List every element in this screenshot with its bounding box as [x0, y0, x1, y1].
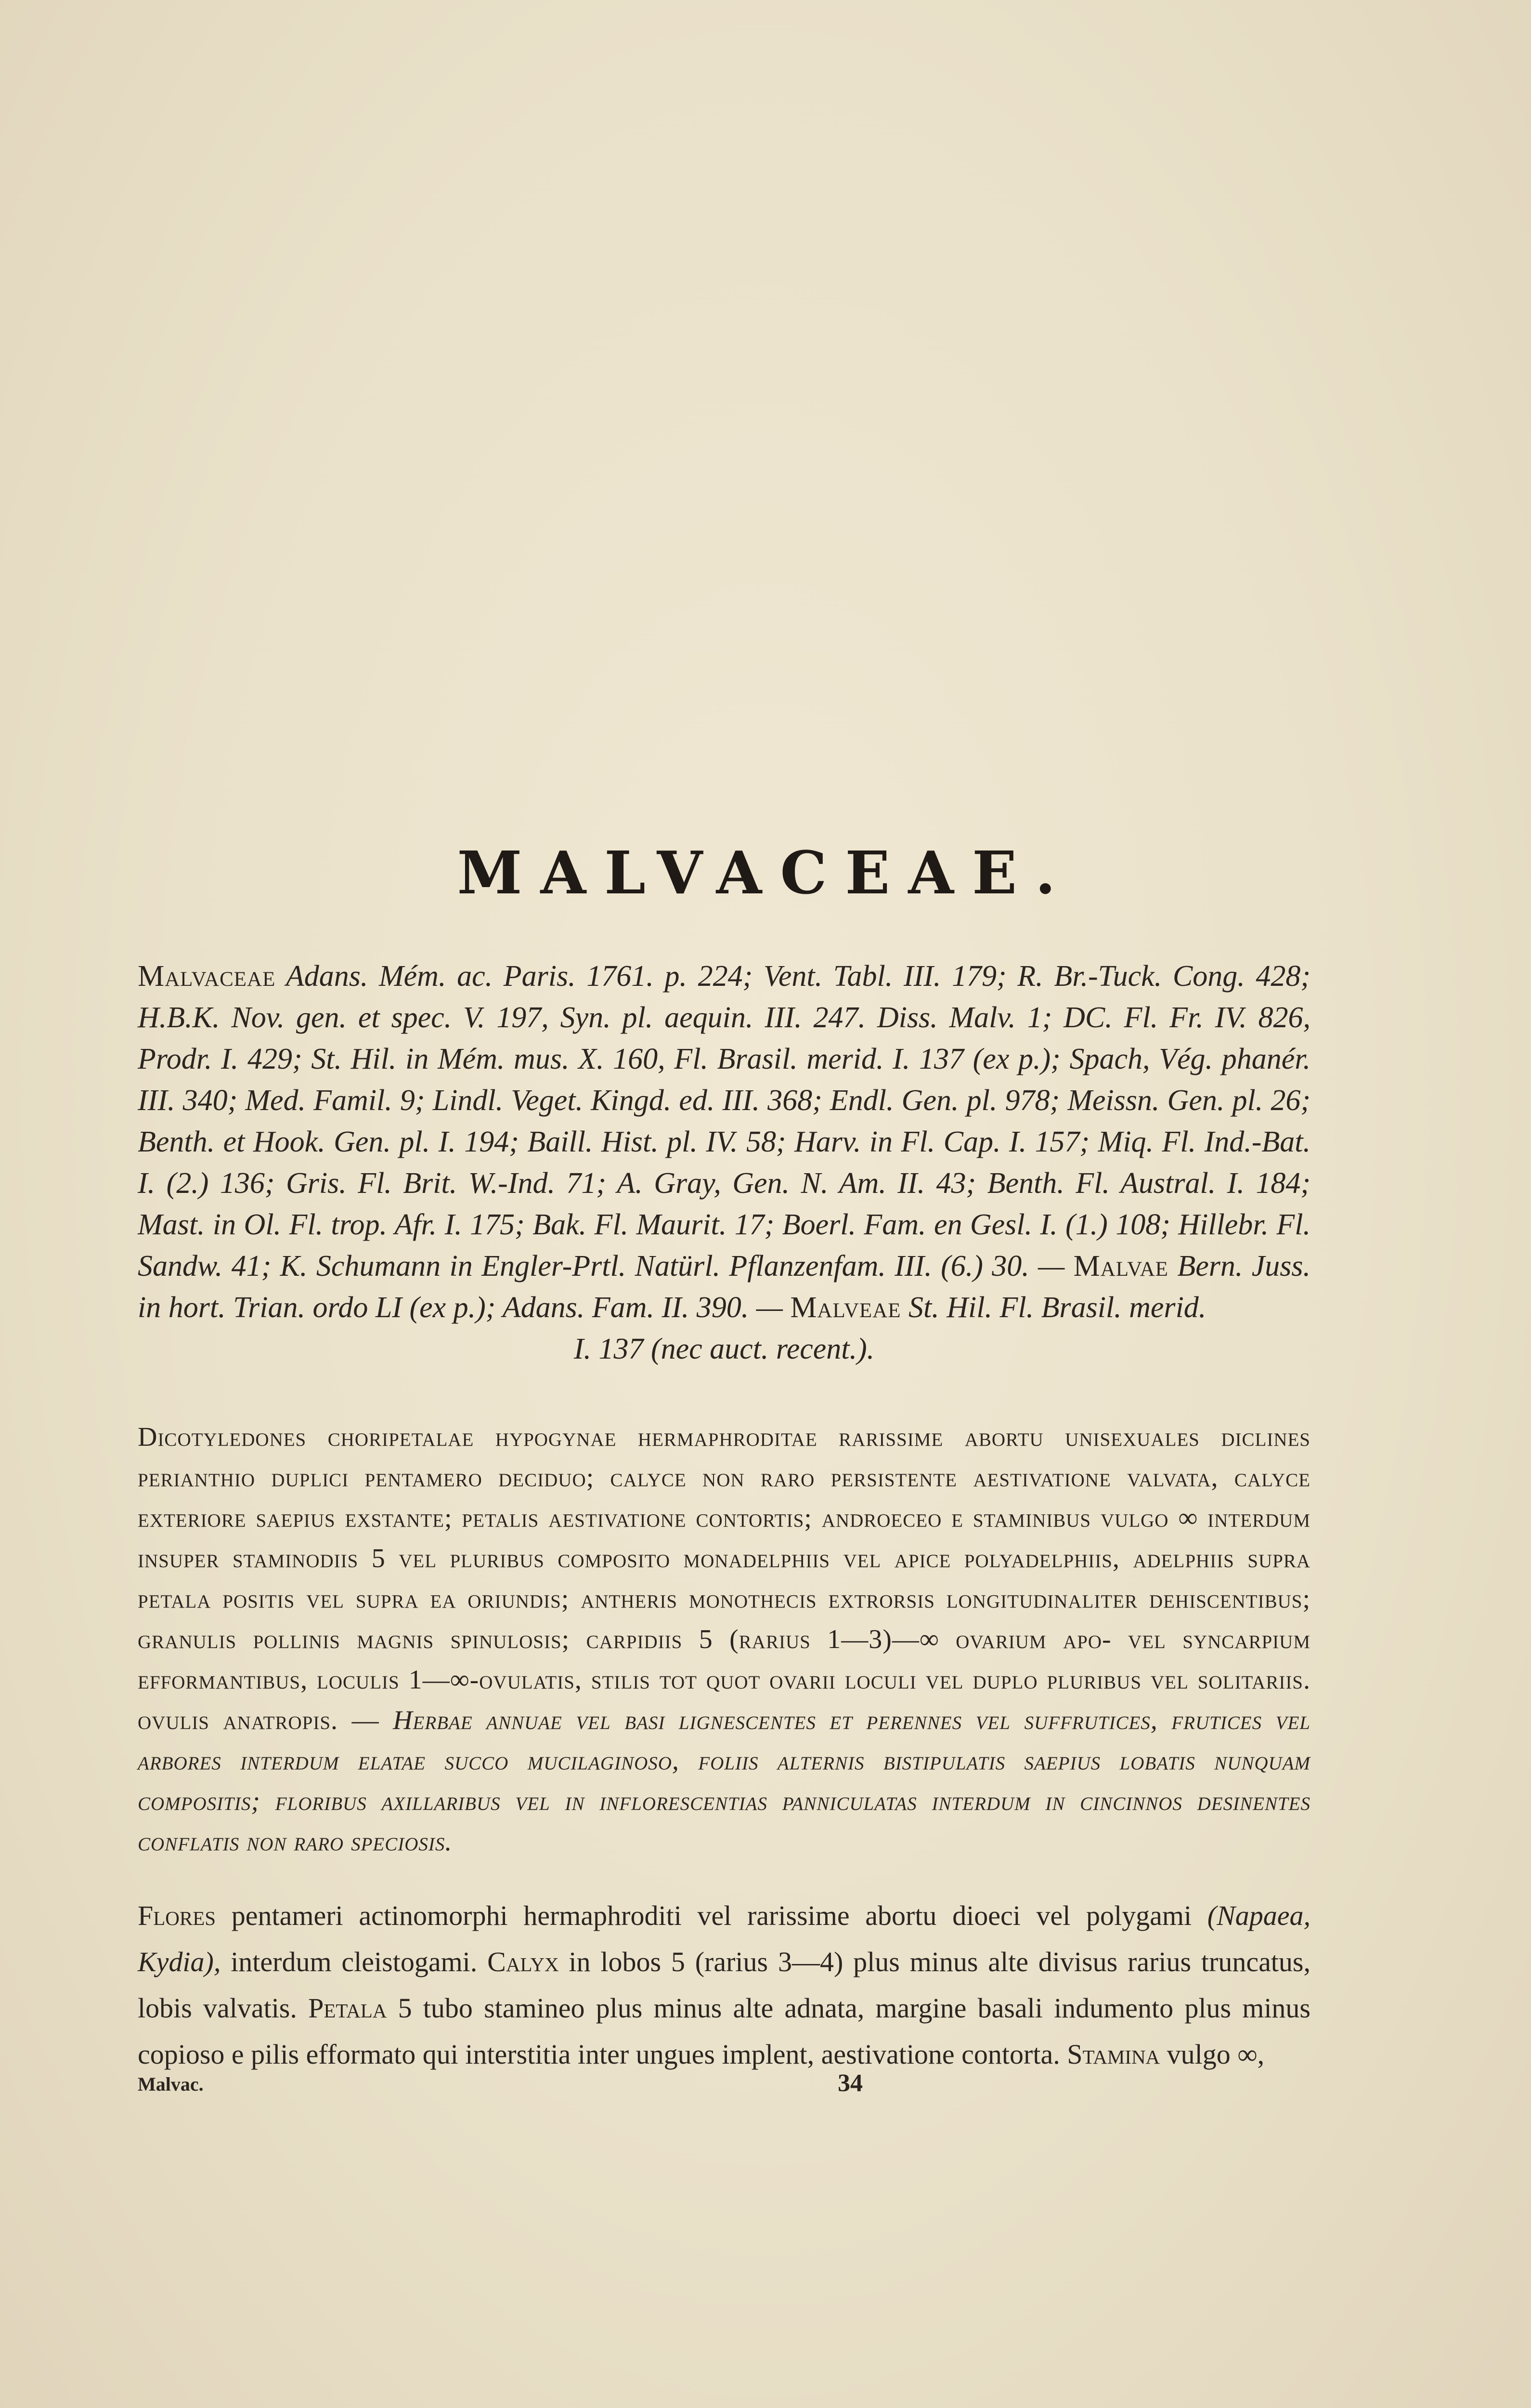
description-text-5: vulgo ∞,	[1160, 2039, 1265, 2070]
description-block	[138, 1893, 1310, 2078]
synonymy-malvae: Malvae	[1073, 1250, 1168, 1283]
synonymy-lead: Malvaceae	[138, 960, 276, 993]
description-text-4: 5 tubo stamineo plus minus alte adnata, margine basali indumento plus minus copioso e pilis efformato qui interstitia inter ungues implent, aestivatione contorta.	[138, 1992, 1311, 2070]
page-number: 34	[838, 2069, 863, 2097]
description-italic-1: (Napaea, Kydia),	[138, 1900, 1310, 1977]
synonymy-text-1: Adans. Mém. ac. Paris. 1761. p. 224; Vent. Tabl. III. 179; R. Br.-Tuck. Cong. 428; H.B.K. Nov. gen. et spec. V. 197, Syn. pl. aequin. III. 247. Diss. Malv. 1; DC. Fl. Fr. IV. 826, Prodr. I. 429; St. Hil. in Mém. mus. X. 160, Fl. Brasil. merid. I. 137 (ex p.); Spach, Vég. phanér. III. 340; Med. Famil. 9; Lindl. Veget. Kingd. ed. III. 368; Endl. Gen. pl. 978; Meissn. Gen. pl. 26; Benth. et Hook. Gen. pl. I. 194; Baill. Hist. pl. IV. 58; Harv. in Fl. Cap. I. 157; Miq. Fl. Ind.-Bat. I. (2.) 136; Gris. Fl. Brit. W.-Ind. 71; A. Gray, Gen. N. Am. II. 43; Benth. Fl. Austral. I. 184; Mast. in Ol. Fl. trop. Afr. I. 175; Bak. Fl. Maurit. 17; Boerl. Fam. en Gesl. I. (1.) 108; Hillebr. Fl. Sandw. 41; K. Schumann in Engler-Prtl. Natürl. Pflanzenfam. III. (6.) 30. —	[138, 960, 1310, 1283]
page-title: MALVACEAE.	[457, 838, 1074, 907]
diagnosis-text: choripetalae hypogynae hermaphroditae rarissime abortu unisexuales diclines perianthio duplici pentamero deciduo; calyce non raro persistente aestivatione valvata, calyce exteriore saepius exstante; petalis aestivatione contortis; androeceo e staminibus vulgo ∞ interdum insuper staminodiis 5 vel pluribus composito monadelphiis vel apice polyadelphiis, adelphiis supra petala positis vel supra ea oriundis; antheris monothecis extrorsis longitudinaliter dehiscentibus; granulis pollinis magnis spinulosis; carpidiis 5 (rarius 1—3)—∞ ovarium apo- vel syncarpium efformantibus, loculis 1—∞-ovulatis, stilis tot quot ovarii loculi vel duplo pluribus vel solitariis. ovulis anatropis. —	[138, 1422, 1310, 1735]
description-text-2: interdum cleistogami.	[221, 1946, 488, 1977]
description-text-1: pentameri actinomorphi hermaphroditi vel rarissime abortu dioeci vel polygami	[216, 1900, 1207, 1931]
term-petala: Petala	[308, 1992, 387, 2024]
signature-mark: Malvac.	[138, 2073, 204, 2095]
term-flores: Flores	[138, 1900, 216, 1931]
synonymy-block	[138, 955, 1310, 1370]
diagnosis-block	[138, 1418, 1310, 1863]
term-stamina: Stamina	[1067, 2039, 1160, 2070]
diagnosis-italic: Herbae annuae vel basi lignescentes et perennes vel suffrutices, frutices vel arbores interdum elatae succo mucilaginoso, foliis alternis bistipulatis saepius lobatis nunquam compositis; floribus axillaribus vel in inflorescentias panniculatas interdum in cincinnos desinentes conflatis non raro speciosis.	[138, 1705, 1310, 1857]
synonymy-text-3: St. Hil. Fl. Brasil. merid.	[901, 1291, 1207, 1324]
diagnosis-lead: Dicotyledones	[138, 1422, 307, 1452]
term-calyx: Calyx	[487, 1946, 559, 1977]
synonymy-last-line: I. 137 (nec auct. recent.).	[573, 1333, 875, 1365]
synonymy-malveae: Malveae	[790, 1291, 901, 1324]
description-text-3: in lobos 5 (rarius 3—4) plus minus alte divisus rarius truncatus, lobis valvatis.	[138, 1946, 1310, 2024]
synonymy-text-2: Bern. Juss. in hort. Trian. ordo LI (ex p.); Adans. Fam. II. 390. —	[138, 1250, 1310, 1324]
